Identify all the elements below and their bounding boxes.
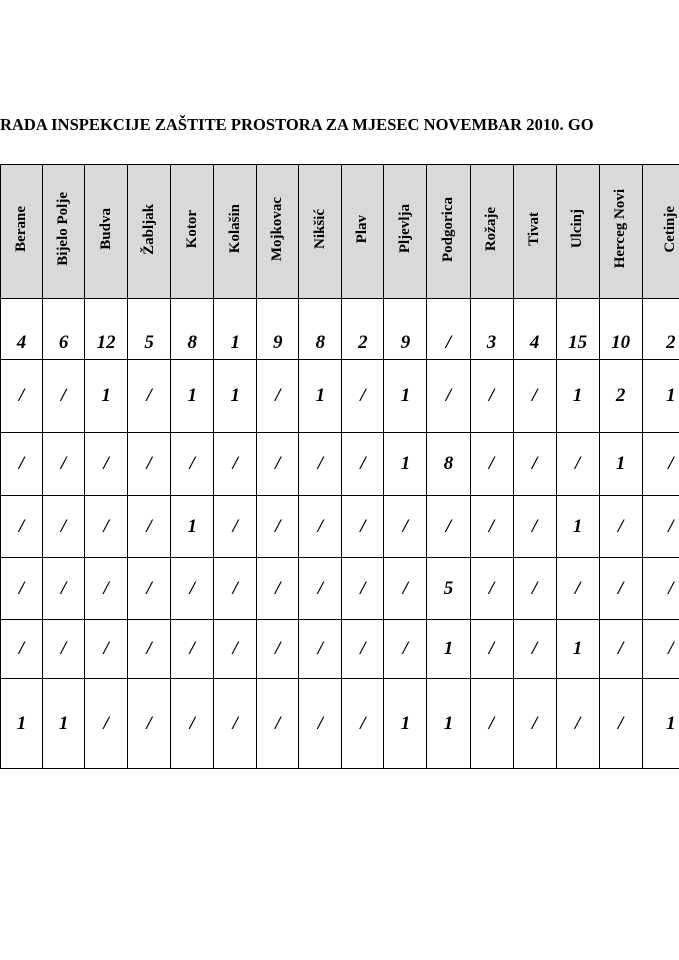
table-cell: 1 — [427, 679, 470, 769]
column-header-label: Nikšić — [311, 208, 328, 249]
table-cell: 8 — [427, 433, 470, 496]
column-header-rozaje — [470, 165, 513, 299]
table-cell: / — [299, 433, 342, 496]
table-cell: / — [342, 433, 384, 496]
table-cell: 1 — [43, 679, 85, 769]
table-cell: 15 — [556, 299, 599, 360]
table-cell: / — [384, 496, 427, 558]
column-header-pljevlja — [384, 165, 427, 299]
table-cell: / — [342, 679, 384, 769]
table-cell: / — [599, 558, 642, 620]
table-cell: / — [43, 620, 85, 679]
column-header-label: Mojkovac — [269, 196, 286, 262]
table-cell: / — [599, 679, 642, 769]
table-cell: / — [128, 679, 171, 769]
table-cell: / — [214, 558, 257, 620]
column-header-kotor — [171, 165, 214, 299]
table-cell: / — [85, 679, 128, 769]
table-row — [1, 558, 679, 620]
table-cell: 2 — [642, 299, 679, 360]
table-cell: 10 — [599, 299, 642, 360]
column-header-label: Budva — [97, 208, 114, 250]
table-cell: / — [43, 360, 85, 433]
table-cell: / — [342, 360, 384, 433]
column-header-label: Rožaje — [483, 206, 500, 252]
column-header-mojkovac — [257, 165, 299, 299]
table-cell: / — [257, 433, 299, 496]
table-cell: 1 — [85, 360, 128, 433]
table-cell: 3 — [470, 299, 513, 360]
table-cell: / — [128, 360, 171, 433]
table-cell: / — [470, 496, 513, 558]
column-header-ulcinj — [556, 165, 599, 299]
table-cell: / — [299, 620, 342, 679]
table-row — [1, 360, 679, 433]
header-row — [1, 165, 679, 299]
table-cell: 6 — [43, 299, 85, 360]
table-row — [1, 620, 679, 679]
table-cell: / — [384, 620, 427, 679]
column-header-tivat — [513, 165, 556, 299]
table-row — [1, 299, 679, 360]
table-cell: / — [599, 496, 642, 558]
table-cell: 1 — [1, 679, 43, 769]
table-cell: / — [642, 496, 679, 558]
table-cell: / — [599, 620, 642, 679]
column-header-label: Pljevlja — [396, 204, 413, 254]
column-header-label: Herceg Novi — [612, 189, 629, 269]
column-header-bijelo-polje — [43, 165, 85, 299]
column-header-podgorica — [427, 165, 470, 299]
table-cell: / — [171, 558, 214, 620]
table-cell: 8 — [299, 299, 342, 360]
table-cell: / — [470, 433, 513, 496]
table-row — [1, 679, 679, 769]
table-cell: / — [342, 496, 384, 558]
table-cell: / — [556, 558, 599, 620]
table-cell: / — [299, 679, 342, 769]
table-cell: / — [342, 620, 384, 679]
report-table — [0, 164, 679, 769]
table-cell: 1 — [642, 679, 679, 769]
column-header-label: Bijelo Polje — [55, 192, 72, 266]
table-cell: / — [171, 620, 214, 679]
table-cell: 12 — [85, 299, 128, 360]
column-header-budva — [85, 165, 128, 299]
column-header-label: Tivat — [526, 212, 543, 246]
table-cell: 1 — [299, 360, 342, 433]
table-cell: / — [171, 679, 214, 769]
table-cell: / — [128, 620, 171, 679]
table-cell: / — [214, 433, 257, 496]
table-cell: 2 — [342, 299, 384, 360]
table-cell: / — [85, 433, 128, 496]
table-cell: / — [1, 620, 43, 679]
table-cell: 1 — [214, 299, 257, 360]
table-cell: / — [513, 620, 556, 679]
table-cell: / — [257, 620, 299, 679]
column-header-label: Plav — [354, 214, 371, 244]
column-header-zabljak — [128, 165, 171, 299]
table-cell: / — [171, 433, 214, 496]
table-cell: / — [257, 496, 299, 558]
table-cell: / — [1, 433, 43, 496]
table-cell: 1 — [384, 679, 427, 769]
table-cell: / — [128, 558, 171, 620]
table-cell: / — [470, 558, 513, 620]
table-cell: / — [556, 433, 599, 496]
column-header-label: Kotor — [183, 209, 200, 249]
table-cell: / — [1, 558, 43, 620]
column-header-label: Cetinje — [662, 205, 679, 253]
column-header-plav — [342, 165, 384, 299]
table-cell: 1 — [556, 496, 599, 558]
table-cell: / — [257, 360, 299, 433]
table-cell: / — [257, 558, 299, 620]
table-cell: / — [513, 433, 556, 496]
column-header-berane — [1, 165, 43, 299]
table-cell: 5 — [128, 299, 171, 360]
table-cell: / — [128, 433, 171, 496]
table-cell: / — [513, 558, 556, 620]
table-cell: / — [85, 558, 128, 620]
table-cell: 1 — [642, 360, 679, 433]
table-cell: 1 — [427, 620, 470, 679]
table-cell: 1 — [171, 360, 214, 433]
column-header-cetinje — [642, 165, 679, 299]
column-header-label: Podgorica — [439, 196, 456, 262]
table-cell: 5 — [427, 558, 470, 620]
table-cell: / — [1, 496, 43, 558]
table-cell: / — [513, 679, 556, 769]
column-header-kolasin — [214, 165, 257, 299]
table-cell: / — [470, 620, 513, 679]
table-cell: / — [43, 496, 85, 558]
column-header-niksic — [299, 165, 342, 299]
table-cell: / — [556, 679, 599, 769]
table-cell: / — [257, 679, 299, 769]
table-cell: 4 — [513, 299, 556, 360]
table-cell: 1 — [384, 360, 427, 433]
table-cell: / — [299, 558, 342, 620]
table-cell: / — [470, 679, 513, 769]
table-cell: / — [214, 679, 257, 769]
table-cell: / — [128, 496, 171, 558]
table-cell: / — [85, 620, 128, 679]
table-row — [1, 433, 679, 496]
table-cell: / — [214, 620, 257, 679]
table-cell: 8 — [171, 299, 214, 360]
table-cell: 1 — [599, 433, 642, 496]
column-header-label: Berane — [13, 206, 30, 252]
table-cell: / — [342, 558, 384, 620]
table-cell: 1 — [214, 360, 257, 433]
table-cell: / — [384, 558, 427, 620]
column-header-label: Kolašin — [226, 204, 243, 254]
table-cell: 4 — [1, 299, 43, 360]
table-cell: / — [513, 496, 556, 558]
table-cell: / — [642, 558, 679, 620]
table-cell: / — [299, 496, 342, 558]
table-cell: / — [513, 360, 556, 433]
column-header-label: Ulcinj — [569, 209, 586, 249]
table-cell: 1 — [384, 433, 427, 496]
table-cell: 1 — [171, 496, 214, 558]
table-cell: / — [43, 433, 85, 496]
table-cell: / — [642, 620, 679, 679]
table-cell: / — [1, 360, 43, 433]
table-cell: / — [642, 433, 679, 496]
table-cell: / — [427, 360, 470, 433]
column-header-label: Žabljak — [140, 203, 157, 255]
column-header-herceg-novi — [599, 165, 642, 299]
table-row — [1, 496, 679, 558]
table-cell: / — [470, 360, 513, 433]
report-title: RADA INSPEKCIJE ZAŠTITE PROSTORA ZA MJESEC NOVEMBAR 2010. GO — [0, 115, 594, 134]
table-cell: 9 — [257, 299, 299, 360]
table-cell: / — [427, 299, 470, 360]
table-cell: / — [427, 496, 470, 558]
table-cell: / — [214, 496, 257, 558]
table-cell: 1 — [556, 360, 599, 433]
table-cell: / — [43, 558, 85, 620]
table-cell: / — [85, 496, 128, 558]
table-cell: 9 — [384, 299, 427, 360]
table-cell: 1 — [556, 620, 599, 679]
table-cell: 2 — [599, 360, 642, 433]
